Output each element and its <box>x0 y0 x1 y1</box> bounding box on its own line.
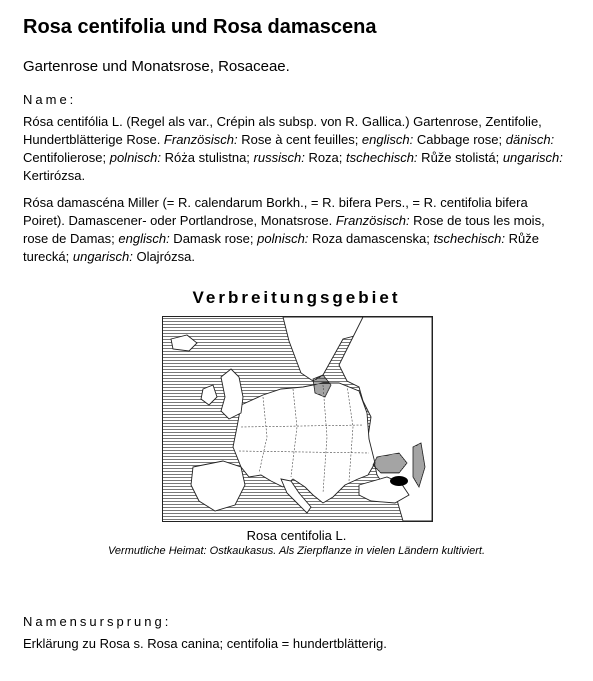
text-segment: Cabbage rose; <box>413 132 506 147</box>
text-segment: Róża stulistna; <box>161 150 254 165</box>
text-segment: Růže stolistá; <box>417 150 503 165</box>
text-segment: Růže turecká; <box>23 231 539 264</box>
text-segment: Centifolierose; <box>23 150 110 165</box>
text-segment: Rósa damascéna Miller (= R. calendarum Borkh., = R. bifera Pers., = R. centifolia bifera Poiret). Damascener- oder Portlandrose, Monatsrose. <box>23 195 528 228</box>
distribution-map <box>162 316 433 522</box>
name-origin-label: Namensursprung: <box>23 614 172 629</box>
language-label: dänisch: <box>505 132 555 147</box>
page-subtitle: Gartenrose und Monatsrose, Rosaceae. <box>23 58 290 75</box>
language-label: Französisch: <box>335 213 410 228</box>
map-note: Vermutliche Heimat: Ostkaukasus. Als Zierpflanze in vielen Ländern kultiviert. <box>107 545 485 557</box>
language-label: englisch: <box>361 132 414 147</box>
origin-region-marker <box>390 476 408 486</box>
map-caption: Rosa centifolia L. <box>246 528 347 543</box>
text-segment: Kertirózsa. <box>23 168 86 183</box>
language-label: russisch: <box>253 150 305 165</box>
text-segment: Roza damascenska; <box>308 231 434 246</box>
page-title: Rosa centifolia und Rosa damascena <box>23 16 377 38</box>
language-label: polnisch: <box>257 231 309 246</box>
language-label: englisch: <box>118 231 170 246</box>
language-label: tschechisch: <box>346 150 418 165</box>
europe-map-illustration <box>163 317 432 521</box>
language-label: polnisch: <box>109 150 162 165</box>
name-paragraph-damascena <box>23 194 573 266</box>
text-segment: Olajrózsa. <box>132 249 195 264</box>
language-label: ungarisch: <box>502 150 563 165</box>
name-paragraph-centifolia <box>23 113 573 185</box>
map-heading: Verbreitungsgebiet <box>192 288 401 307</box>
language-label: Französisch: <box>163 132 238 147</box>
text-segment: Roza; <box>304 150 347 165</box>
text-segment: Rose de tous les mois, rose de Damas; <box>23 213 545 246</box>
name-section-label: Name: <box>23 92 77 107</box>
name-origin-text: Erklärung zu Rosa s. Rosa canina; centifolia = hundertblätterig. <box>23 636 387 651</box>
text-segment: Rósa centifólia L. (Regel als var., Crépin als subsp. von R. Gallica.) Gartenrose, Zentifolie, Hundertblätterige Rose. <box>23 114 542 147</box>
text-segment: Rose à cent feuilles; <box>237 132 362 147</box>
text-segment: Damask rose; <box>169 231 258 246</box>
language-label: tschechisch: <box>433 231 505 246</box>
language-label: ungarisch: <box>72 249 133 264</box>
